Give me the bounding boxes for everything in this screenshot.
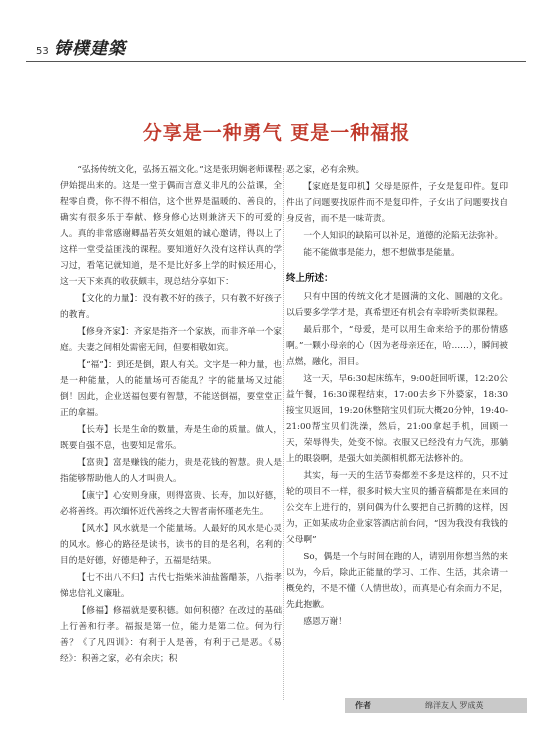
column-divider bbox=[283, 168, 284, 700]
paragraph: 【七不出八不归】古代七指柴米油盐酱醋茶，八指孝悌忠信礼义廉耻。 bbox=[60, 573, 282, 599]
paragraph: 只有中国的传统文化才是圆满的文化、圆融的文化。以后要多学学才是，真希望还有机会有幸聆听类似课程。 bbox=[286, 292, 508, 318]
paragraph: 【家庭是复印机】父母是原件，子女是复印件。复印件出了问题要找原件而不是复印件，子女出了问题要找自身反省，而不是一味苛责。 bbox=[286, 182, 508, 224]
paragraph: 【富贵】富是赚钱的能力，贵是花钱的智慧。贵人是指能够帮助他人的人才叫贵人。 bbox=[60, 458, 282, 484]
column-logo: 铸樸建築 bbox=[54, 39, 126, 59]
paragraph: 【长寿】长是生命的数量，寿是生命的质量。做人，既要自强不息，也要知足常乐。 bbox=[60, 425, 282, 451]
paragraph: 【风水】风水就是一个能量场。人最好的风水是心灵的风水。修心的路径是读书，读书的目的是名利，名利的目的是好德，好德是种子，五福是结果。 bbox=[60, 524, 282, 566]
paragraph: So，偶是一个与时间在跑的人，请别用你想当然的来以为，今后，除此正能量的学习、工作、生活，其余请一概免约，不是不懂（人情世故），而真是心有余而力不足，先此抱歉。 bbox=[286, 552, 508, 610]
page-header bbox=[26, 30, 526, 70]
conclusion-heading: 终上所述： bbox=[286, 273, 334, 284]
paragraph: 恶之家，必有余殃。 bbox=[286, 165, 365, 175]
paragraph: 【康宁】心安则身康，则得富贵、长寿，加以好德，必将善终。再次缅怀近代善终之大智者南怀瑾老先生。 bbox=[60, 491, 282, 517]
header-rule bbox=[26, 61, 526, 62]
paragraph: 其实，每一天的生活节奏都差不多是这样的，只不过轮的项目不一样，很多时候大宝贝的播音稿都是在来回的公交车上进行的，别问偶为什么要把自己折腾的这样，因为，正如某成功企业家答酒店前台问，“因为我没有我钱的父母啊” bbox=[286, 471, 508, 545]
paragraph: 【修身齐家】：齐家是指齐一个家族，而非齐单一个家庭。夫妻之间相处需密无间，但要相敬如宾。 bbox=[60, 327, 282, 353]
paragraph: 感恩万谢！ bbox=[303, 617, 347, 627]
page-number: 53 bbox=[36, 46, 49, 57]
paragraph: 这一天，早6:30起床练车，9:00赶回听课，12:20公益午餐，16:30课程结束，17:00去乡下外婆家，18:30接宝贝返回，19:20休整陪宝贝们玩大概20分钟，19:40-21:00帮宝贝们洗澡，然后，21:00拿起手机，回顾一天，荣辱得失，处变不惊。衣服又已经没有力气洗，那躺上的眼袋啊，是强大如美颜相机都无法修补的。 bbox=[286, 374, 508, 464]
paragraph: 【文化的力量】：没有教不好的孩子，只有教不好孩子的教育。 bbox=[60, 294, 282, 320]
left-column bbox=[60, 162, 282, 668]
author-label: 作者 bbox=[355, 701, 371, 710]
author-name: 绵洋友人 罗成英 bbox=[425, 701, 484, 710]
paragraph: 一个人知识的缺陷可以补足，道德的沦陷无法弥补。 bbox=[303, 231, 504, 241]
paragraph: 能不能做事是能力，想不想做事是能量。 bbox=[303, 248, 460, 258]
paragraph: 【修福】修福就是要积德。如何积德？在改过的基础上行善和行孝。福报是第一位，能力是第二位。何为行善？《了凡四训》：有利于人是善，有利于己是恶。《易经》：积善之家，必有余庆；积 bbox=[60, 606, 282, 664]
paragraph: 最后那个，“母爱，是可以用生命来给予的那份情感啊。”一颗小母亲的心（因为老母亲还在，哈……），瞬间被点燃，融化，泪目。 bbox=[286, 325, 508, 367]
right-column bbox=[286, 162, 508, 631]
article-title: 分享是一种勇气 更是一种福报 bbox=[142, 122, 411, 144]
paragraph: “弘扬传统文化，弘扬五福文化。”这是张玥娴老师课程伊始提出来的。这是一堂于偶而言意义非凡的公益课，全程零自费，你不得不相信，这个世界是温暖的、善良的，确实有很多乐于奉献、修身修心达则兼济天下的可爱的人。真的非常感谢卿晶若英女姐姐的诚心邀请，得以上了这样一堂受益匪浅的课程。要知道好久没有这样认真的学习过，看笔记就知道，是不是比好多上学的时候还用心，这一天下来真的收获颇丰，现总结分享如下： bbox=[60, 165, 282, 287]
paragraph: 【“福”】：到还是倒，跟人有关。文字是一种力量，也是一种能量，人的能量场可否能乱？字的能量场又过能倒！因此，企业送福包要有智慧，不能送倒福，要堂堂正正的拿福。 bbox=[60, 360, 282, 418]
author-bar bbox=[345, 698, 527, 713]
